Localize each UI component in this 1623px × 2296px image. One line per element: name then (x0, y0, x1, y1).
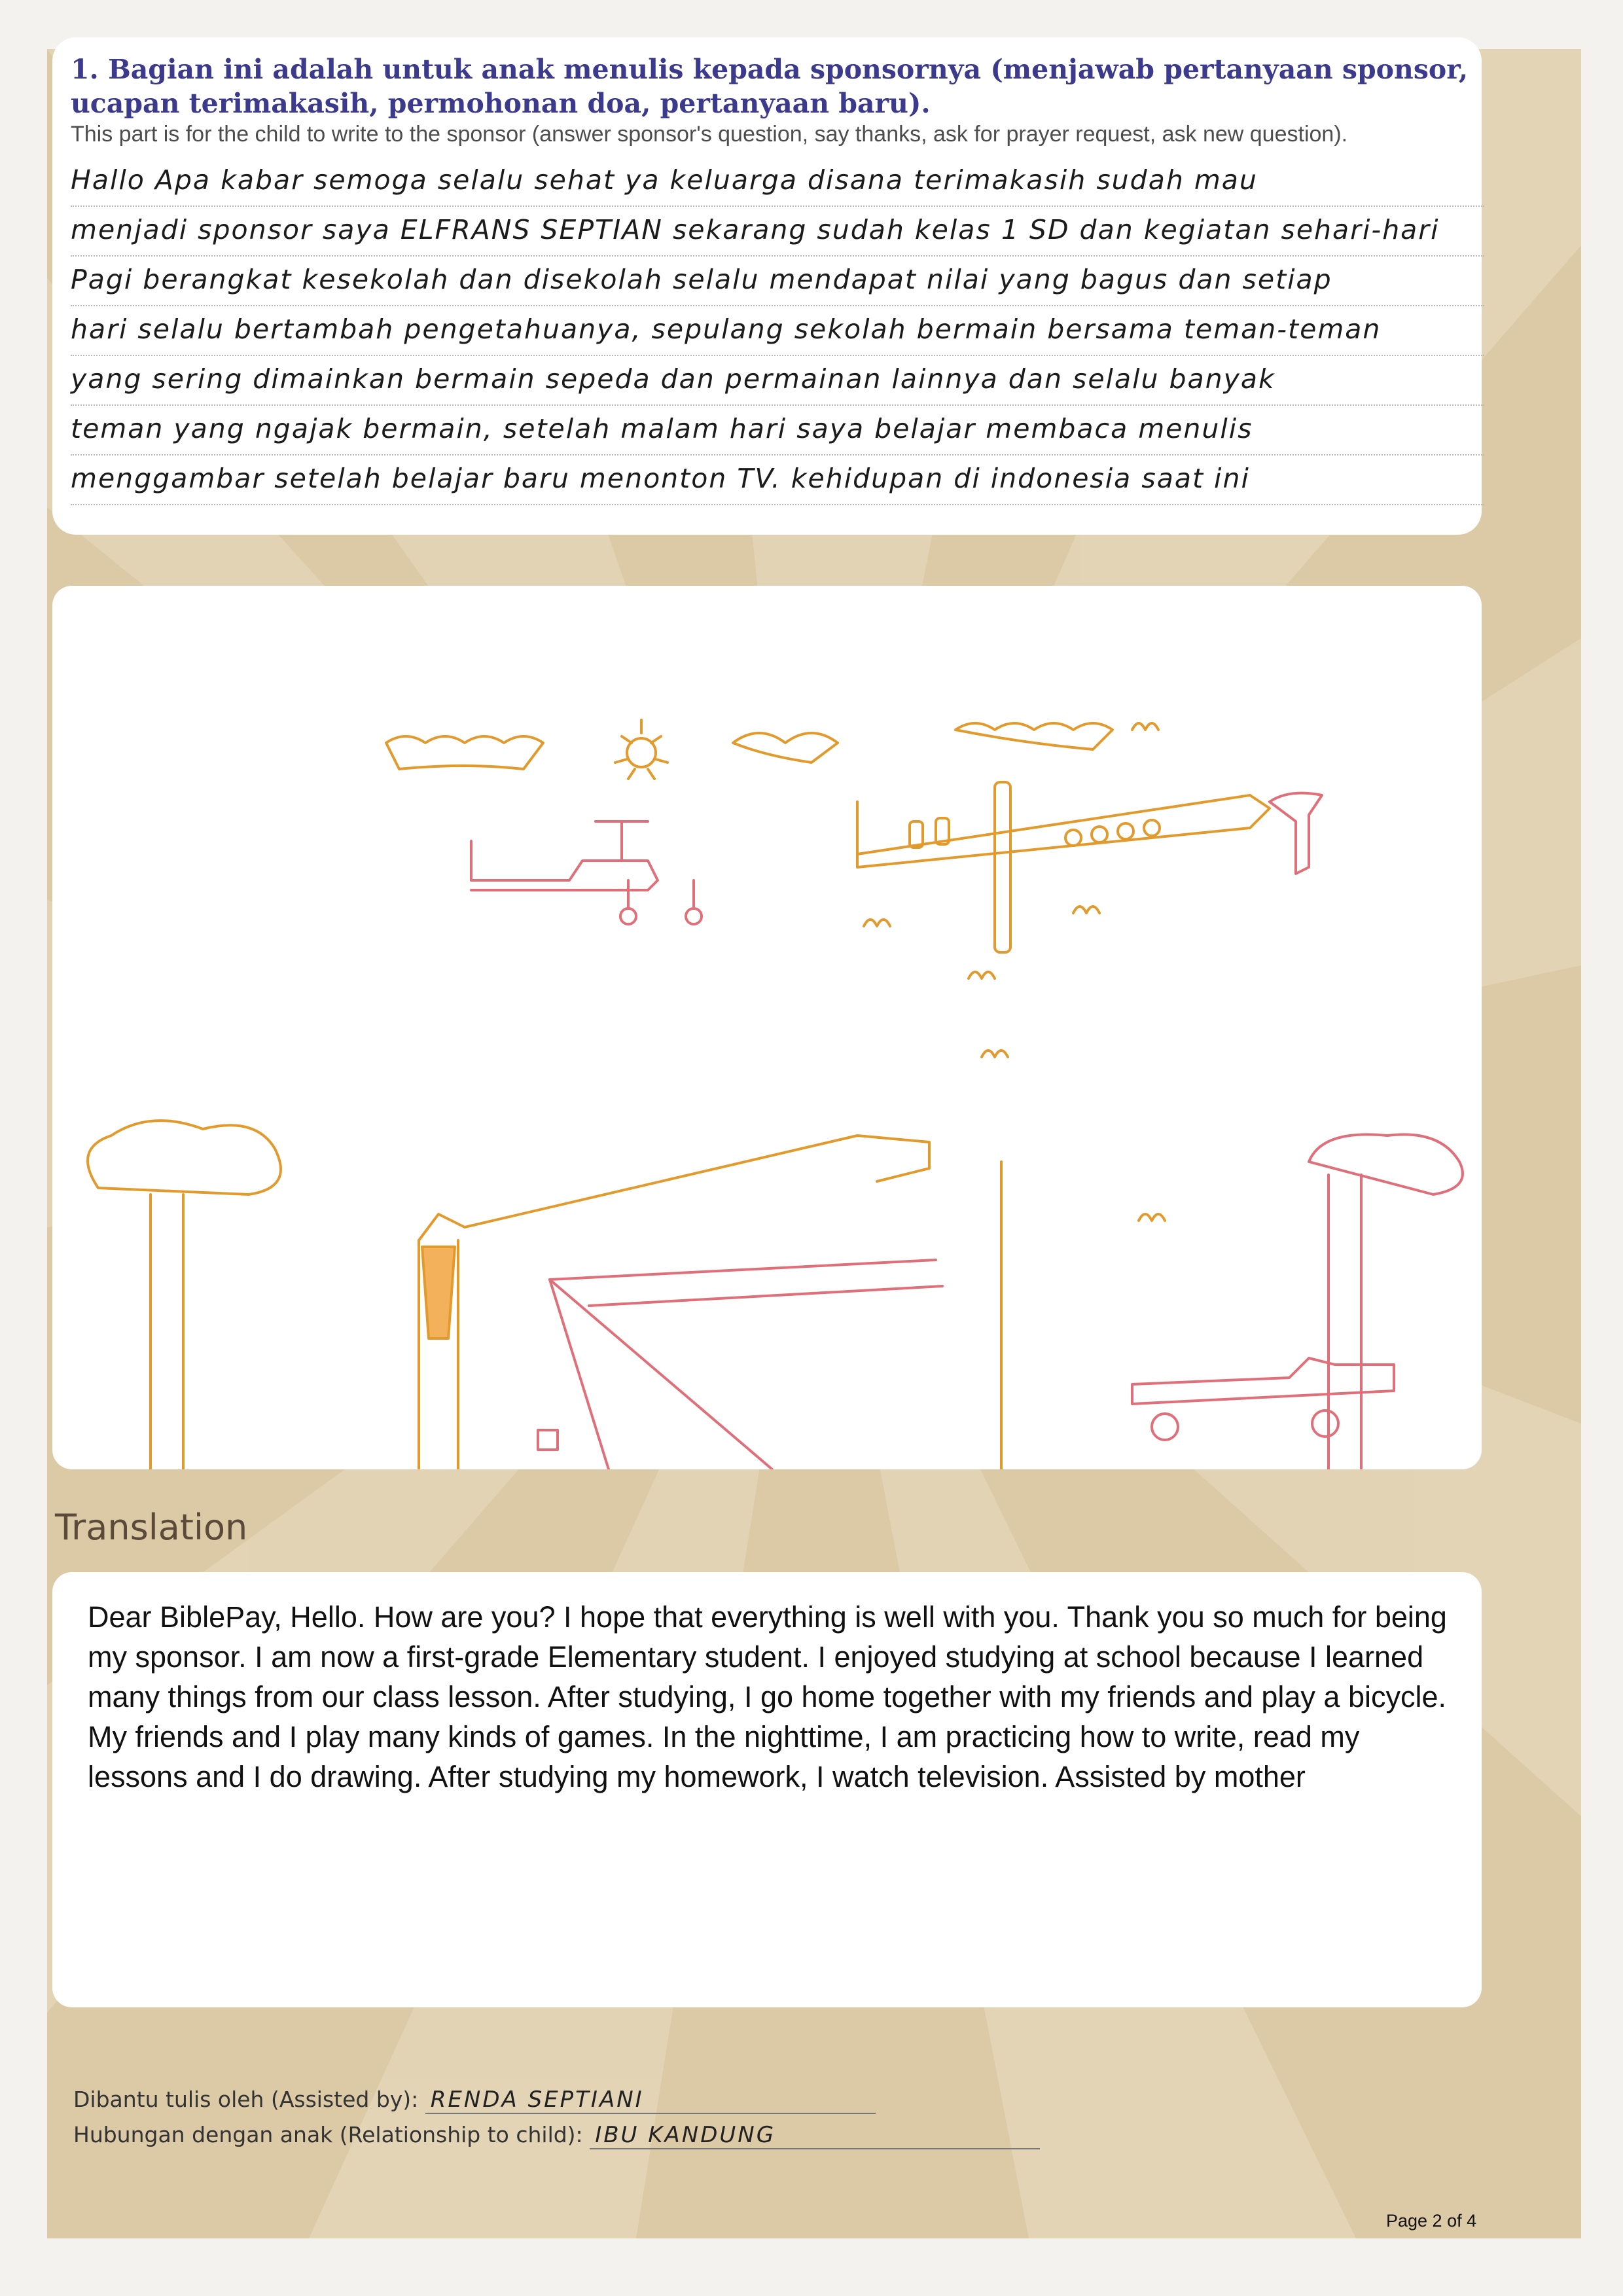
relationship-row (73, 2122, 1040, 2149)
section-subheading: This part is for the child to write to the sponsor (answer sponsor's question, say thanks, ask for prayer request, ask new question). (71, 122, 1348, 147)
page-number: Page 2 of 4 (1386, 2211, 1477, 2231)
assisted-by-label: Dibantu tulis oleh (Assisted by): (73, 2087, 419, 2112)
bird-scribble (1073, 906, 1099, 913)
relationship-label: Hubungan dengan anak (Relationship to child): (73, 2122, 583, 2147)
bird-scribble (864, 920, 890, 926)
relationship-value: IBU KANDUNG (590, 2122, 1040, 2149)
handwritten-line: hari selalu bertambah pengetahuanya, sepulang sekolah bermain bersama teman-teman (71, 306, 1484, 356)
square-scribble (538, 1430, 558, 1450)
handwritten-line: Pagi berangkat kesekolah dan disekolah selalu mendapat nilai yang bagus dan setiap (71, 257, 1484, 306)
assisted-by-value: RENDA SEPTIANI (425, 2087, 876, 2114)
handwritten-line: teman yang ngajak bermain, setelah malam hari saya belajar membaca menulis (71, 406, 1484, 456)
child-drawing (52, 586, 1482, 1469)
bird-scribble (1139, 1214, 1165, 1221)
vase-scribble (1270, 793, 1322, 874)
house-drawing (419, 1136, 1001, 1469)
car-drawing (1132, 1358, 1394, 1440)
bird-scribble (982, 1050, 1008, 1057)
bird-scribble (1132, 723, 1158, 730)
cloud-scribble (733, 733, 838, 762)
handwritten-line: menggambar setelah belajar baru menonton TV. kehidupan di indonesia saat ini (71, 456, 1484, 505)
assisted-by-row (73, 2087, 876, 2114)
tree-drawing (1309, 1134, 1463, 1469)
tree-drawing (88, 1121, 281, 1469)
helicopter-drawing (471, 821, 702, 924)
handwritten-line: menjadi sponsor saya ELFRANS SEPTIAN sekarang sudah kelas 1 SD dan kegiatan sehari-hari (71, 207, 1484, 257)
sun-drawing (615, 720, 668, 779)
cloud-scribble (955, 723, 1113, 749)
bird-scribble (969, 972, 995, 978)
airplane-drawing (857, 782, 1270, 952)
handwritten-letter (71, 157, 1484, 505)
slide-drawing (550, 1260, 942, 1469)
translation-text: Dear BiblePay, Hello. How are you? I hope that everything is well with you. Thank you so much for being my sponsor. I am now a first-grade Elementary student. I enjoyed studying at school because I learned many things from our class lesson. After studying, I go home together with my friends and play a bicycle. My friends and I play many kinds of games. In the nighttime, I am practicing how to write, read my lessons and I do drawing. After studying my homework, I watch television. Assisted by mother (88, 1600, 1447, 1793)
handwritten-line: yang sering dimainkan bermain sepeda dan permainan lainnya dan selalu banyak (71, 356, 1484, 406)
cloud-scribble (386, 736, 543, 769)
translation-label: Translation (55, 1507, 248, 1548)
section-heading: 1. Bagian ini adalah untuk anak menulis kepada sponsornya (menjawab pertanyaan sponsor, ucapan terimakasih, permohonan doa, pertanyaan baru). (71, 54, 1469, 119)
handwritten-line: Hallo Apa kabar semoga selalu sehat ya keluarga disana terimakasih sudah mau (71, 157, 1484, 207)
